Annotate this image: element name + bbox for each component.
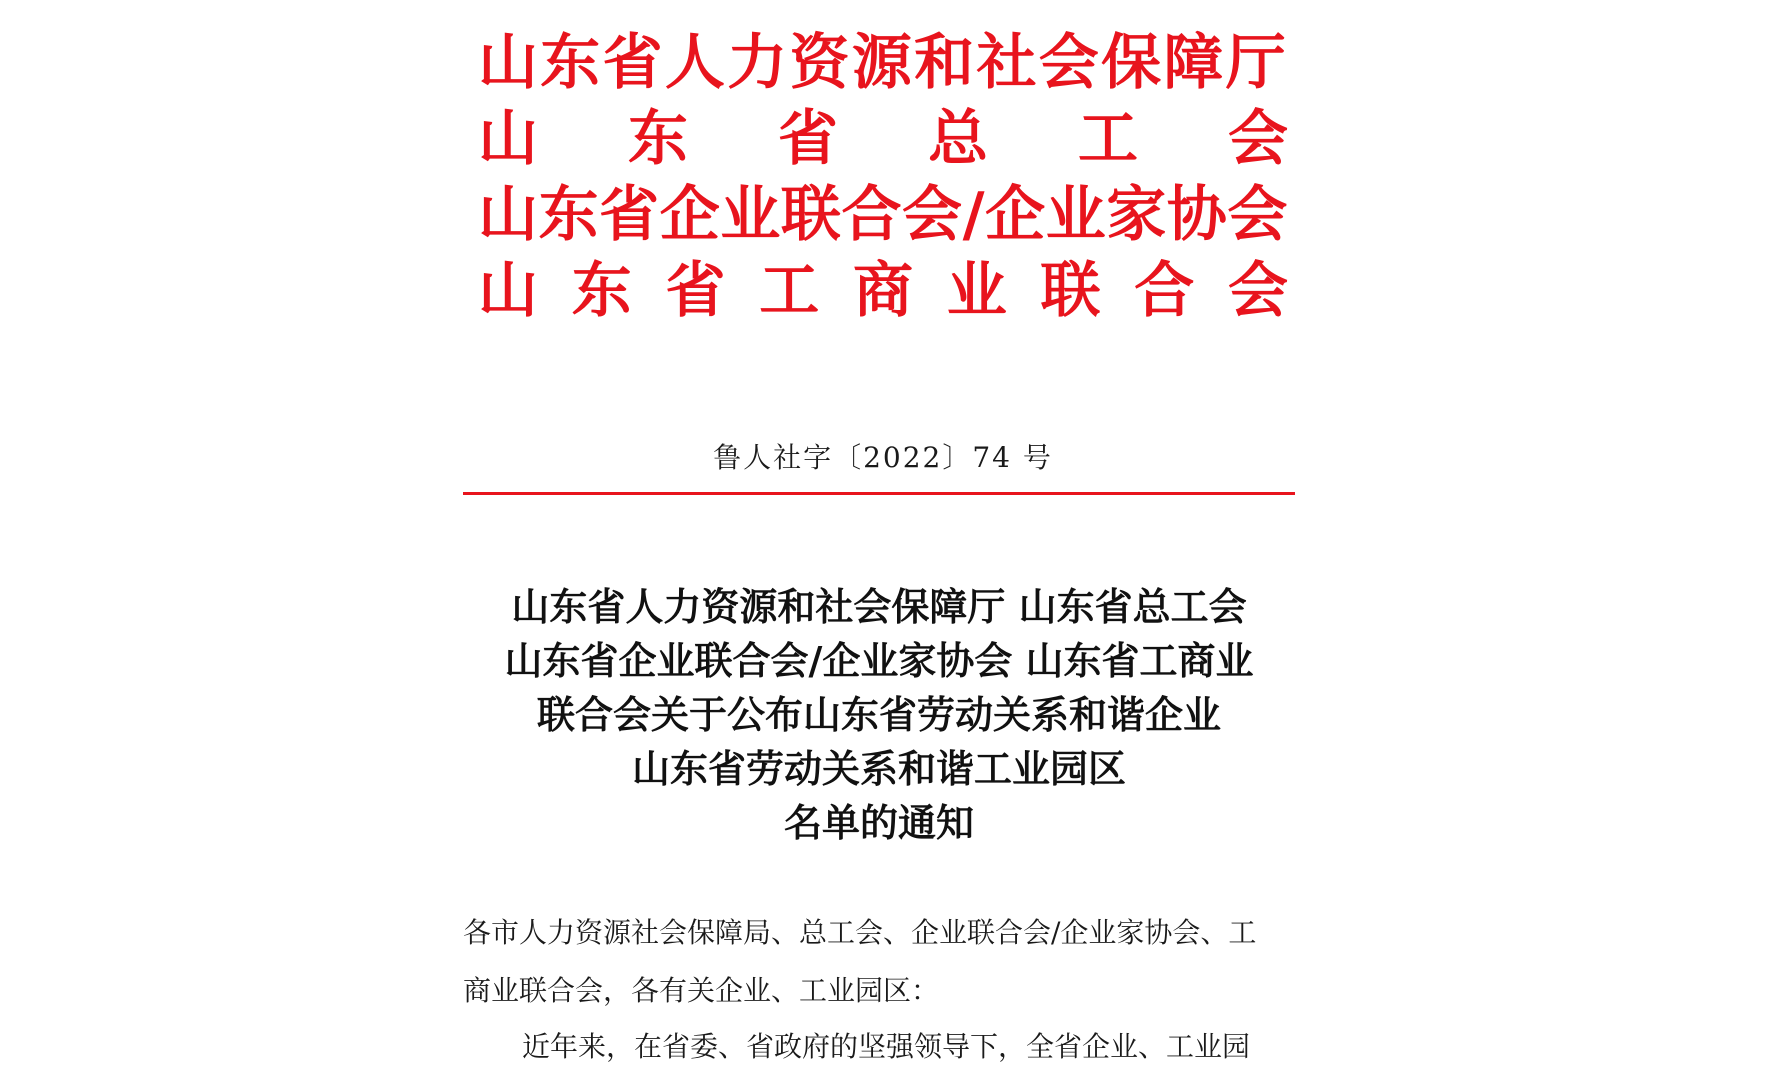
addressee-line-2: 商业联合会，各有关企业、工业园区： xyxy=(463,974,940,1007)
letterhead-char: 东 xyxy=(628,104,688,174)
letterhead-line-4 xyxy=(478,256,1288,326)
letterhead-line-1 xyxy=(478,28,1288,98)
title-line: 联合会关于公布山东省劳动关系和谐企业 xyxy=(536,692,1221,737)
letterhead-char: 联 xyxy=(1040,256,1101,326)
letterhead-char: 工 xyxy=(759,256,820,326)
letterhead-char: 会 xyxy=(1228,256,1288,326)
letterhead-char: 工 xyxy=(1078,104,1138,174)
title-line: 名单的通知 xyxy=(783,800,974,845)
letterhead-char: 会 xyxy=(1228,104,1288,174)
title-line: 山东省劳动关系和谐工业园区 xyxy=(631,746,1126,791)
letterhead-char: 东 xyxy=(571,256,632,326)
body-paragraph-1: 近年来，在省委、省政府的坚强领导下，全省企业、工业园 xyxy=(522,1030,1251,1063)
letterhead-char: 山 xyxy=(478,256,538,326)
letterhead-char: 总 xyxy=(928,104,988,174)
document-number: 鲁人社字〔2022〕74 号 xyxy=(713,441,1053,474)
letterhead-text: 山东省人力资源和社会保障厅 xyxy=(478,28,1288,98)
letterhead-char: 山 xyxy=(478,104,538,174)
letterhead-text: 山东省企业联合会/企业家协会 xyxy=(478,180,1288,250)
letterhead-char: 省 xyxy=(665,256,726,326)
title-line: 山东省企业联合会/企业家协会 山东省工商业 xyxy=(504,638,1254,683)
title-line: 山东省人力资源和社会保障厅 山东省总工会 xyxy=(511,584,1247,629)
addressee-line-1: 各市人力资源社会保障局、总工会、企业联合会/企业家协会、工 xyxy=(463,916,1257,949)
document-title xyxy=(463,580,1295,850)
letterhead-char: 商 xyxy=(853,256,913,326)
letterhead-char: 业 xyxy=(946,256,1007,326)
red-divider-line xyxy=(463,492,1295,495)
letterhead-line-3 xyxy=(478,180,1288,250)
letterhead-char: 合 xyxy=(1134,256,1195,326)
letterhead-char: 省 xyxy=(778,104,838,174)
letterhead-line-2 xyxy=(478,104,1288,174)
